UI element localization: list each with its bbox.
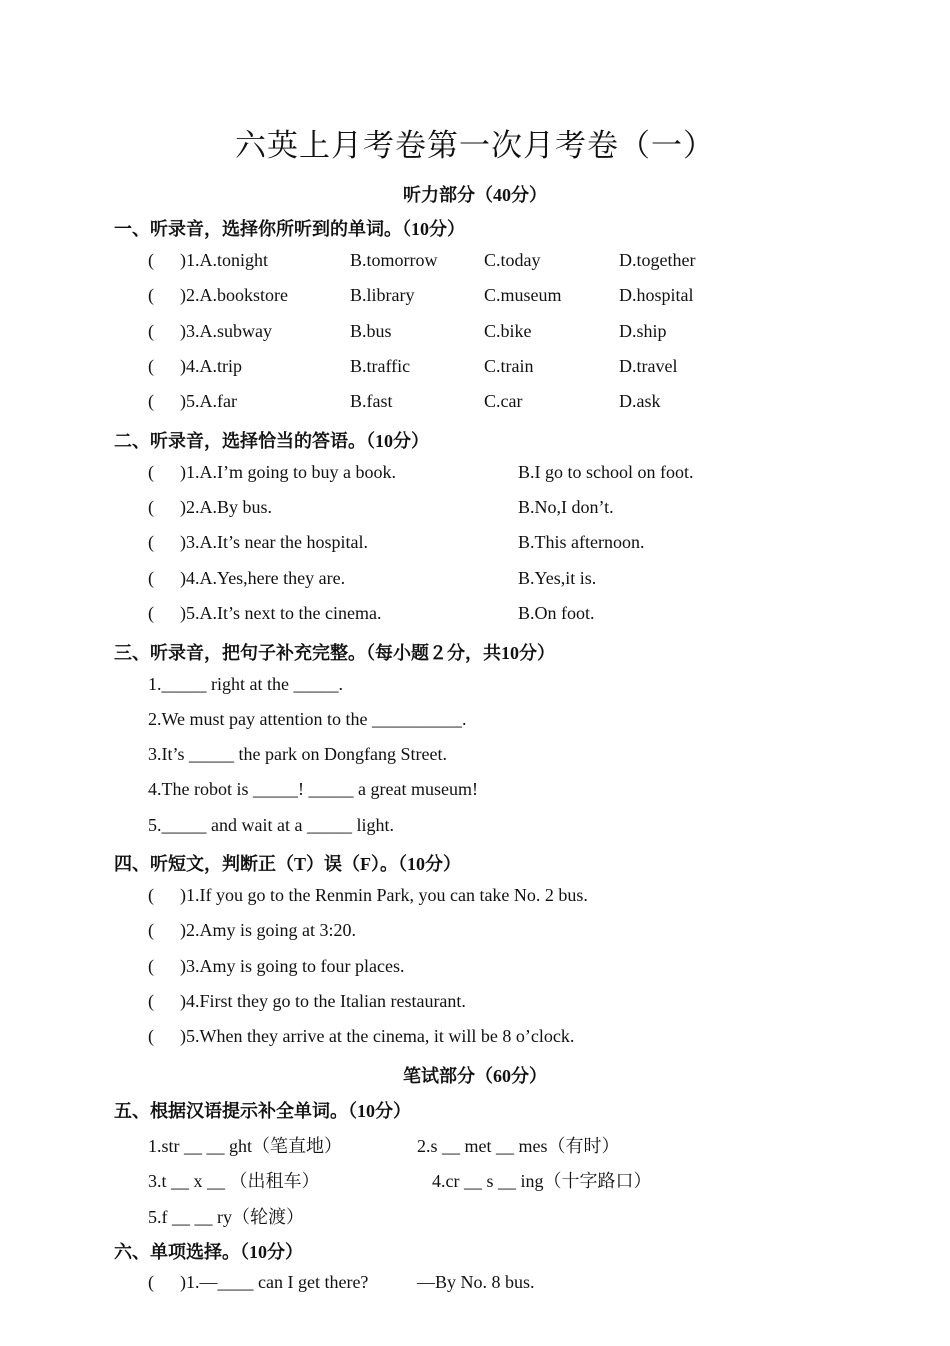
page-title: 六英上月考卷第一次月考卷（一） <box>235 128 715 163</box>
option-d: D.ask <box>619 391 661 411</box>
section6-heading: 六、单项选择。（10分） <box>114 1242 303 1262</box>
statement: )1.If you go to the Renmin Park, you can take No. 2 bus. <box>180 885 588 905</box>
statement: )4.First they go to the Italian restaurant. <box>180 991 466 1011</box>
statement: )3.Amy is going to four places. <box>180 956 405 976</box>
option-a: )4.A.trip <box>180 356 242 376</box>
answer-paren: ( <box>148 885 154 905</box>
answer-paren: ( <box>148 956 154 976</box>
option-d: D.travel <box>619 356 678 376</box>
option-a: )3.A.It’s near the hospital. <box>180 532 368 552</box>
option-a: )1.A.tonight <box>180 250 268 270</box>
answer-paren: ( <box>148 991 154 1011</box>
answer-paren: ( <box>148 356 154 376</box>
option-b: B.bus <box>350 321 392 341</box>
option-b: B.tomorrow <box>350 250 438 270</box>
option-a: )4.A.Yes,here they are. <box>180 568 346 588</box>
answer-paren: ( <box>148 603 154 623</box>
answer-paren: ( <box>148 532 154 552</box>
option-b: B.I go to school on foot. <box>518 462 694 482</box>
word-completion-item: 2.s __ met __ mes（有时） <box>417 1136 620 1156</box>
option-b: B.traffic <box>350 356 411 376</box>
fill-in-sentence: 4.The robot is _____! _____ a great museum! <box>148 779 478 799</box>
option-b: B.No,I don’t. <box>518 497 614 517</box>
answer-paren: ( <box>148 1272 154 1292</box>
section2-heading: 二、听录音，选择恰当的答语。（10分） <box>114 431 429 451</box>
option-d: D.ship <box>619 321 667 341</box>
section4-heading: 四、听短文，判断正（T）误（F）。（10分） <box>114 854 461 874</box>
written-heading: 笔试部分（60分） <box>403 1066 547 1086</box>
answer-paren: ( <box>148 568 154 588</box>
option-a: )1.A.I’m going to buy a book. <box>180 462 396 482</box>
option-d: D.hospital <box>619 285 694 305</box>
answer-paren: ( <box>148 391 154 411</box>
word-completion-item: 5.f __ __ ry（轮渡） <box>148 1207 304 1227</box>
fill-in-sentence: 3.It’s _____ the park on Dongfang Street. <box>148 744 447 764</box>
listening-heading: 听力部分（40分） <box>403 185 547 205</box>
word-completion-item: 4.cr __ s __ ing（十字路口） <box>432 1171 652 1191</box>
word-completion-item: 3.t __ x __ （出租车） <box>148 1171 320 1191</box>
option-c: C.today <box>484 250 541 270</box>
fill-in-sentence: 1._____ right at the _____. <box>148 674 343 694</box>
answer-paren: ( <box>148 250 154 270</box>
fill-in-sentence: 2.We must pay attention to the __________. <box>148 709 467 729</box>
section1-heading: 一、听录音，选择你所听到的单词。（10分） <box>114 219 465 239</box>
option-b: B.On foot. <box>518 603 595 623</box>
question-text: )1.—____ can I get there? <box>180 1272 369 1292</box>
section3-heading: 三、听录音，把句子补充完整。（每小题２分，共10分） <box>114 643 555 663</box>
option-b: B.library <box>350 285 415 305</box>
word-completion-item: 1.str __ __ ght（笔直地） <box>148 1136 343 1156</box>
answer-paren: ( <box>148 321 154 341</box>
answer-paren: ( <box>148 497 154 517</box>
option-c: C.bike <box>484 321 532 341</box>
option-c: C.car <box>484 391 523 411</box>
option-c: C.museum <box>484 285 562 305</box>
answer-paren: ( <box>148 1026 154 1046</box>
option-a: )2.A.bookstore <box>180 285 288 305</box>
statement: )5.When they arrive at the cinema, it will be 8 o’clock. <box>180 1026 575 1046</box>
answer-paren: ( <box>148 285 154 305</box>
statement: )2.Amy is going at 3:20. <box>180 920 356 940</box>
question-answer: —By No. 8 bus. <box>417 1272 535 1292</box>
answer-paren: ( <box>148 920 154 940</box>
fill-in-sentence: 5._____ and wait at a _____ light. <box>148 815 394 835</box>
option-a: )5.A.It’s next to the cinema. <box>180 603 382 623</box>
option-c: C.train <box>484 356 534 376</box>
option-b: B.fast <box>350 391 393 411</box>
answer-paren: ( <box>148 462 154 482</box>
option-b: B.Yes,it is. <box>518 568 597 588</box>
option-a: )3.A.subway <box>180 321 272 341</box>
option-a: )2.A.By bus. <box>180 497 273 517</box>
option-d: D.together <box>619 250 696 270</box>
section5-heading: 五、根据汉语提示补全单词。（10分） <box>114 1101 411 1121</box>
option-b: B.This afternoon. <box>518 532 645 552</box>
option-a: )5.A.far <box>180 391 237 411</box>
